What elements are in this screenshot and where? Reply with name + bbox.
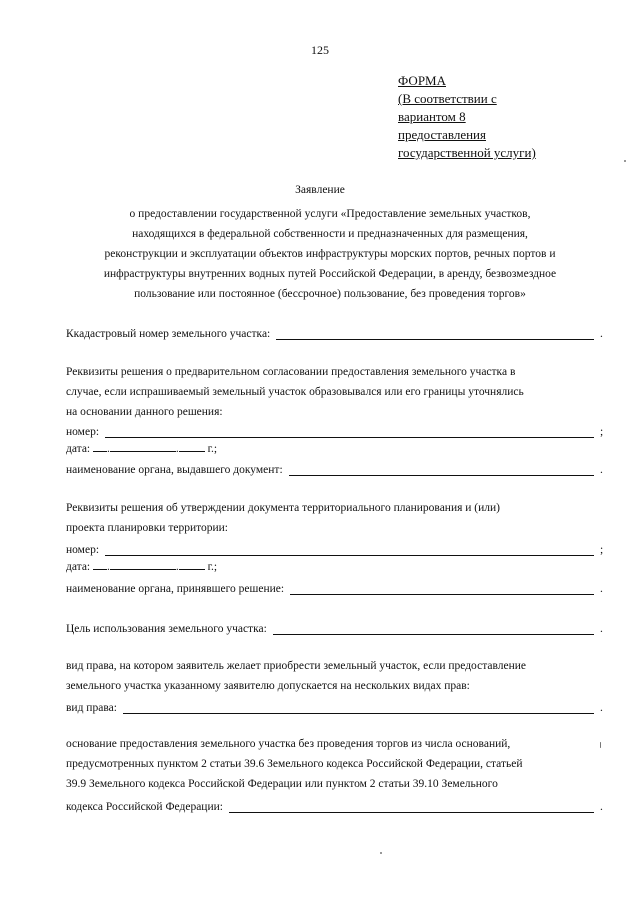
planning-document-heading	[66, 498, 586, 538]
form-heading: ФОРМА	[398, 73, 446, 88]
paragraph-line: предусмотренных пунктом 2 статьи 39.6 Земельного кодекса Российской Федерации, статьей	[66, 758, 523, 770]
cadastral-number-field	[66, 322, 610, 340]
number-label: номер:	[66, 544, 100, 556]
date-year-suffix: г.;	[207, 443, 218, 455]
right-type-blank[interactable]	[123, 701, 594, 714]
form-note-line: вариантом 8	[398, 109, 466, 124]
number-label: номер:	[66, 426, 100, 438]
paragraph-line: Реквизиты решения о предварительном согласовании предоставления земельного участка в	[66, 366, 516, 378]
scan-speck	[380, 852, 382, 854]
org-label: наименование органа, принявшего решение:	[66, 583, 285, 595]
planning-number-field	[66, 538, 610, 556]
field-end-mark: ;	[600, 544, 604, 556]
date-month-blank[interactable]	[110, 558, 176, 570]
right-type-label: вид права:	[66, 702, 117, 714]
preliminary-date-field	[66, 440, 217, 458]
basis-blank[interactable]	[229, 800, 594, 813]
cadastral-number-label: Ккадастровый номер земельного участка:	[66, 328, 271, 340]
right-type-heading	[66, 656, 586, 696]
date-day-blank[interactable]	[93, 558, 107, 570]
org-label: наименование органа, выдавшего документ:	[66, 464, 283, 476]
date-separator: .	[175, 443, 179, 455]
form-note-line: предоставления	[398, 127, 486, 142]
date-year-suffix: г.;	[207, 561, 218, 573]
subtitle-line: инфраструктуры внутренних водных путей Российской Федерации, в аренду, безвозмездное	[103, 268, 557, 280]
land-purpose-blank[interactable]	[273, 622, 594, 635]
planning-org-blank[interactable]	[290, 582, 594, 595]
planning-number-blank[interactable]	[105, 543, 594, 556]
field-end-mark: .	[600, 328, 603, 340]
date-label: дата:	[66, 443, 91, 455]
field-end-mark: .	[600, 801, 603, 813]
date-separator: .	[107, 561, 110, 573]
date-day-blank[interactable]	[93, 440, 107, 452]
subtitle-line: пользование или постоянное (бессрочное) пользование, без проведения торгов»	[134, 288, 526, 300]
document-subtitle	[60, 204, 600, 304]
preliminary-org-field	[66, 458, 610, 476]
land-purpose-label: Цель использования земельного участка:	[66, 623, 267, 635]
basis-field	[66, 795, 610, 813]
paragraph-line: проекта планировки территории:	[66, 522, 228, 534]
preliminary-number-blank[interactable]	[105, 425, 594, 438]
field-end-mark: .	[600, 464, 603, 476]
paragraph-line: 39.9 Земельного кодекса Российской Федерации или пунктом 2 статьи 39.10 Земельного	[66, 778, 498, 790]
date-separator: .	[175, 561, 179, 573]
field-end-mark: .	[600, 623, 603, 635]
subtitle-line: реконструкции и эксплуатации объектов инфраструктуры морских портов, речных портов и	[104, 248, 556, 260]
field-end-mark: .	[600, 583, 603, 595]
preliminary-number-field	[66, 420, 610, 438]
form-note-line: (В соответствии с	[398, 91, 497, 106]
paragraph-line: вид права, на котором заявитель желает приобрести земельный участок, если предоставление	[66, 660, 526, 672]
date-year-blank[interactable]	[179, 440, 205, 452]
form-note-line: государственной услуги)	[398, 145, 536, 160]
document-title: Заявление	[295, 184, 345, 196]
paragraph-line: основание предоставления земельного участка без проведения торгов из числа оснований,	[66, 738, 511, 750]
paragraph-line: случае, если испрашиваемый земельный участок образовывался или его границы уточнялись	[66, 386, 524, 398]
right-type-field	[66, 696, 610, 714]
date-year-blank[interactable]	[179, 558, 205, 570]
form-header	[398, 72, 618, 162]
scan-speck	[600, 742, 601, 748]
subtitle-line: находящихся в федеральной собственности и предназначенных для размещения,	[132, 228, 528, 240]
planning-org-field	[66, 577, 610, 595]
cadastral-number-blank[interactable]	[276, 327, 594, 340]
paragraph-line: Реквизиты решения об утверждении документа территориального планирования и (или)	[66, 502, 501, 514]
date-separator: .	[107, 443, 110, 455]
basis-label: кодекса Российской Федерации:	[66, 801, 223, 813]
paragraph-line: на основании данного решения:	[66, 406, 223, 418]
field-end-mark: ;	[600, 426, 604, 438]
preliminary-approval-heading	[66, 362, 586, 422]
field-end-mark: .	[600, 702, 603, 714]
preliminary-org-blank[interactable]	[289, 463, 594, 476]
planning-date-field	[66, 558, 217, 576]
scan-speck	[624, 160, 626, 162]
date-label: дата:	[66, 561, 91, 573]
page-number: 125	[311, 43, 329, 57]
basis-heading	[66, 734, 586, 794]
date-month-blank[interactable]	[110, 440, 176, 452]
subtitle-line: о предоставлении государственной услуги «Предоставление земельных участков,	[129, 208, 531, 220]
land-purpose-field	[66, 617, 610, 635]
paragraph-line: земельного участка указанному заявителю допускается на нескольких видах прав:	[66, 680, 470, 692]
